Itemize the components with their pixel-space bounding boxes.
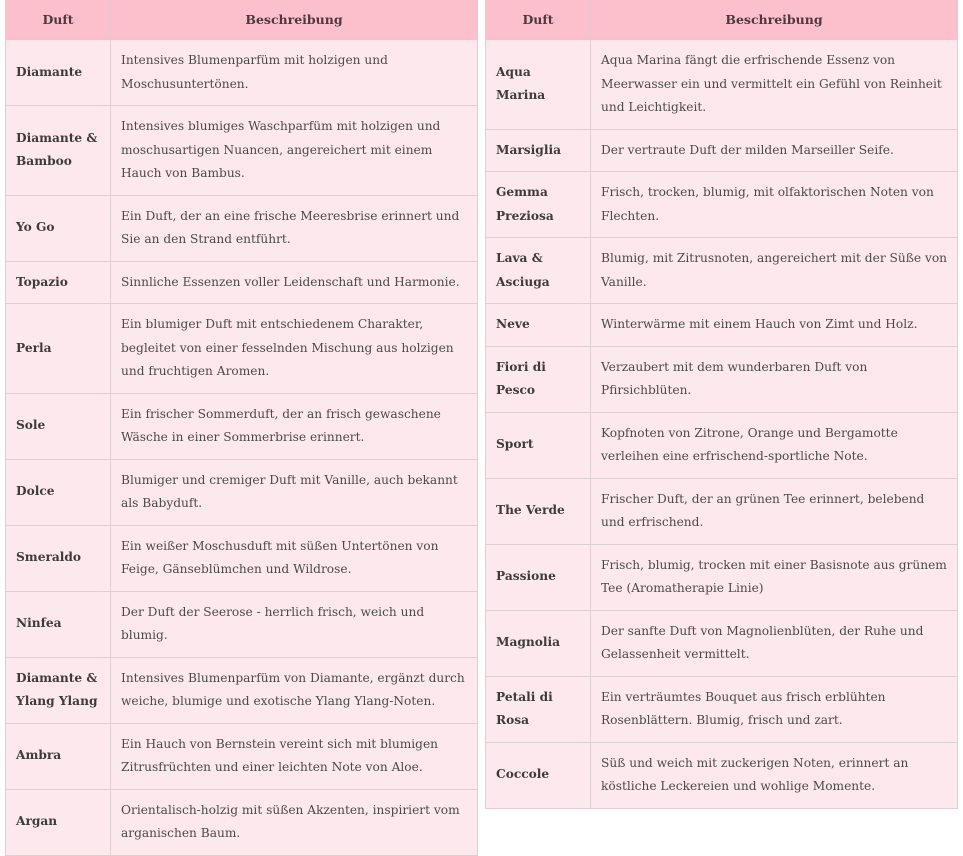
- scent-description: Blumig, mit Zitrusnoten, angereichert mit der Süße von Vanille.: [591, 238, 958, 304]
- table-row: [6, 591, 478, 657]
- scent-description: Ein Duft, der an eine frische Meeresbrise erinnert und Sie an den Strand entführt.: [111, 195, 478, 261]
- table-row: [486, 304, 958, 347]
- scent-description: Verzaubert mit dem wunderbaren Duft von Pfirsichblüten.: [591, 346, 958, 412]
- scent-description: Intensives blumiges Waschparfüm mit holzigen und moschusartigen Nuancen, angereichert mit einem Hauch von Bambus.: [111, 106, 478, 196]
- scent-description: Ein weißer Moschusduft mit süßen Untertönen von Feige, Gänseblümchen und Wildrose.: [111, 525, 478, 591]
- table-row: [6, 657, 478, 723]
- scent-name: Diamante & Ylang Ylang: [6, 657, 111, 723]
- table-row: [6, 459, 478, 525]
- scent-name: Diamante: [6, 40, 111, 106]
- table-row: [6, 106, 478, 196]
- scent-description: Frischer Duft, der an grünen Tee erinnert, belebend und erfrischend.: [591, 478, 958, 544]
- scent-table-right: [485, 0, 958, 809]
- scent-description: Intensives Blumenparfüm von Diamante, ergänzt durch weiche, blumige und exotische Ylang Ylang-Noten.: [111, 657, 478, 723]
- table-row: [486, 544, 958, 610]
- scent-description: Blumiger und cremiger Duft mit Vanille, auch bekannt als Babyduft.: [111, 459, 478, 525]
- scent-description: Sinnliche Essenzen voller Leidenschaft und Harmonie.: [111, 261, 478, 304]
- scent-description: Ein Hauch von Bernstein vereint sich mit blumigen Zitrusfrüchten und einer leichten Note von Aloe.: [111, 723, 478, 789]
- scent-description: Kopfnoten von Zitrone, Orange und Bergamotte verleihen eine erfrischend-sportliche Note.: [591, 412, 958, 478]
- scent-name: Marsiglia: [486, 129, 591, 172]
- table-header-row: [6, 0, 478, 40]
- scent-description: Frisch, blumig, trocken mit einer Basisnote aus grünem Tee (Aromatherapie Linie): [591, 544, 958, 610]
- column-header-description: Beschreibung: [591, 0, 958, 40]
- scent-name: Petali di Rosa: [486, 676, 591, 742]
- table-row: [6, 393, 478, 459]
- scent-name: Diamante & Bamboo: [6, 106, 111, 196]
- scent-name: Smeraldo: [6, 525, 111, 591]
- table-body: [6, 40, 478, 856]
- scent-name: Passione: [486, 544, 591, 610]
- table-row: [6, 789, 478, 855]
- scent-name: Magnolia: [486, 610, 591, 676]
- column-header-scent: Duft: [486, 0, 591, 40]
- table-row: [486, 129, 958, 172]
- scent-name: Gemma Preziosa: [486, 172, 591, 238]
- scent-description: Frisch, trocken, blumig, mit olfaktorischen Noten von Flechten.: [591, 172, 958, 238]
- scent-description: Der vertraute Duft der milden Marseiller Seife.: [591, 129, 958, 172]
- scent-name: Ambra: [6, 723, 111, 789]
- scent-name: Aqua Marina: [486, 40, 591, 130]
- scent-description: Ein blumiger Duft mit entschiedenem Charakter, begleitet von einer fesselnden Mischung aus holzigen und fruchtigen Aromen.: [111, 304, 478, 394]
- table-row: [486, 40, 958, 130]
- scent-description: Süß und weich mit zuckerigen Noten, erinnert an köstliche Leckereien und wohlige Momente.: [591, 742, 958, 808]
- scent-name: Dolce: [6, 459, 111, 525]
- table-body: [486, 40, 958, 809]
- scent-name: Sole: [6, 393, 111, 459]
- table-row: [486, 610, 958, 676]
- table-row: [6, 261, 478, 304]
- scent-name: Yo Go: [6, 195, 111, 261]
- scent-name: Ninfea: [6, 591, 111, 657]
- table-row: [486, 346, 958, 412]
- table-row: [486, 172, 958, 238]
- scent-description: Ein verträumtes Bouquet aus frisch erblühten Rosenblättern. Blumig, frisch und zart.: [591, 676, 958, 742]
- scent-table-left: [5, 0, 478, 856]
- table-row: [486, 742, 958, 808]
- table-row: [486, 676, 958, 742]
- scent-name: Coccole: [486, 742, 591, 808]
- table-header-row: [486, 0, 958, 40]
- scent-description: Aqua Marina fängt die erfrischende Essenz von Meerwasser ein und vermittelt ein Gefühl von Reinheit und Leichtigkeit.: [591, 40, 958, 130]
- table-row: [6, 304, 478, 394]
- scent-description: Winterwärme mit einem Hauch von Zimt und Holz.: [591, 304, 958, 347]
- scent-description: Orientalisch-holzig mit süßen Akzenten, inspiriert vom arganischen Baum.: [111, 789, 478, 855]
- scent-description: Der Duft der Seerose - herrlich frisch, weich und blumig.: [111, 591, 478, 657]
- table-row: [486, 412, 958, 478]
- table-row: [6, 195, 478, 261]
- scent-name: Perla: [6, 304, 111, 394]
- table-row: [486, 238, 958, 304]
- scent-name: Topazio: [6, 261, 111, 304]
- scent-name: Neve: [486, 304, 591, 347]
- scent-description: Ein frischer Sommerduft, der an frisch gewaschene Wäsche in einer Sommerbrise erinnert.: [111, 393, 478, 459]
- table-row: [6, 525, 478, 591]
- scent-name: Lava & Asciuga: [486, 238, 591, 304]
- scent-name: Sport: [486, 412, 591, 478]
- table-row: [486, 478, 958, 544]
- column-header-description: Beschreibung: [111, 0, 478, 40]
- scent-name: Fiori di Pesco: [486, 346, 591, 412]
- table-row: [6, 40, 478, 106]
- column-header-scent: Duft: [6, 0, 111, 40]
- scent-description: Intensives Blumenparfüm mit holzigen und Moschusuntertönen.: [111, 40, 478, 106]
- scent-name: The Verde: [486, 478, 591, 544]
- table-row: [6, 723, 478, 789]
- scent-name: Argan: [6, 789, 111, 855]
- scent-description: Der sanfte Duft von Magnolienblüten, der Ruhe und Gelassenheit vermittelt.: [591, 610, 958, 676]
